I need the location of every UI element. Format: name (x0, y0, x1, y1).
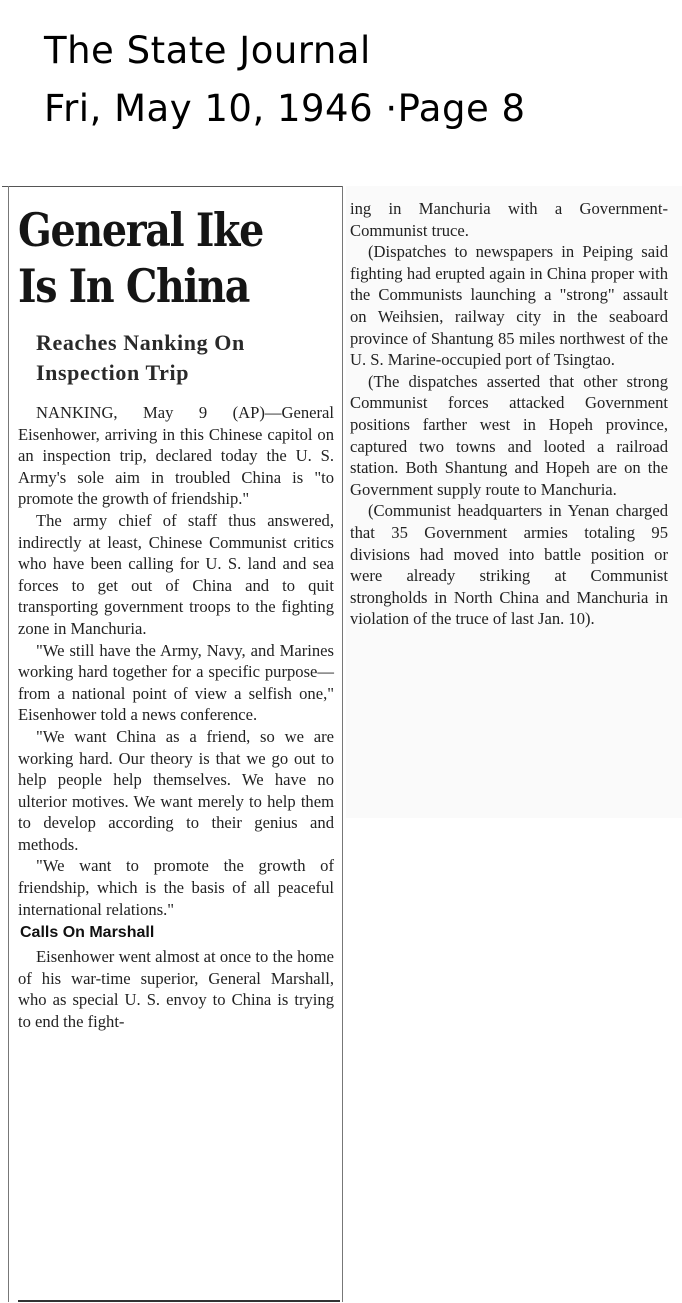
paragraph: (Dispatches to newspapers in Peiping said fighting had erupted again in China proper with the Communists launching a "strong" assault on Weihsien, railway city in the seaboard province of Shantung 85 miles northwest of the U. S. Marine-occupied port of Tsingtao. (350, 242, 668, 370)
article-column-1 (18, 194, 334, 1033)
subheading: Calls On Marshall (20, 924, 155, 942)
paragraph-dateline: NANKING, May 9 (AP)—General Eisenhower, arriving in this Chinese capitol on an inspection trip, declared today the U. S. Army's sole aim in troubled China is "to promote the growth of friendship." (18, 403, 334, 509)
headline-line-2: Is In China (18, 259, 250, 313)
bottom-rule (18, 1300, 340, 1302)
masthead-date-page: Fri, May 10, 1946 ·Page 8 (44, 87, 526, 130)
deck-line-1: Reaches Nanking On (36, 330, 245, 355)
paragraph: Eisenhower went almost at once to the home of his war-time superior, General Marshall, who as special U. S. envoy to China is trying to end the fight- (18, 947, 334, 1032)
article-column-2 (350, 198, 668, 630)
paragraph: "We want China as a friend, so we are working hard. Our theory is that we go out to help people help themselves. We have no ulterior motives. We want merely to help them to develop according to their genius and methods. (18, 726, 334, 854)
paragraph: "We still have the Army, Navy, and Marines working hard together for a specific purpose—from a national point of view a selfish one," Eisenhower told a news conference. (18, 640, 334, 725)
deck-headline (36, 328, 334, 388)
top-rule (2, 186, 342, 187)
paragraph: (The dispatches asserted that other strong Communist forces attacked Government positions farther west in Hopeh province, captured two towns and looted a railroad station. Both Shantung and Hopeh are on the Government supply route to Manchuria. (350, 371, 668, 499)
column-divider-rule (342, 186, 343, 1302)
masthead (44, 22, 644, 138)
headline-line-1: General Ike (18, 203, 264, 257)
headline (18, 202, 290, 314)
paragraph: "We want to promote the growth of friendship, which is the basis of all peaceful international relations." (18, 856, 334, 919)
deck-line-2: Inspection Trip (36, 360, 190, 385)
newspaper-clipping (0, 186, 682, 1303)
left-column-rule (8, 186, 9, 1302)
paragraph: The army chief of staff thus answered, indirectly at least, Chinese Communist critics who have been calling for U. S. land and sea forces to get out of China and to quit transporting government troops to the fighting zone in Manchuria. (18, 510, 334, 638)
paragraph: (Communist headquarters in Yenan charged that 35 Government armies totaling 95 divisions had moved into battle position or were already striking at Communist strongholds in North China and Manchuria in violation of the truce of last Jan. 10). (350, 501, 668, 629)
paragraph-continuation: ing in Manchuria with a Government-Communist truce. (350, 199, 668, 240)
masthead-title: The State Journal (44, 29, 371, 72)
